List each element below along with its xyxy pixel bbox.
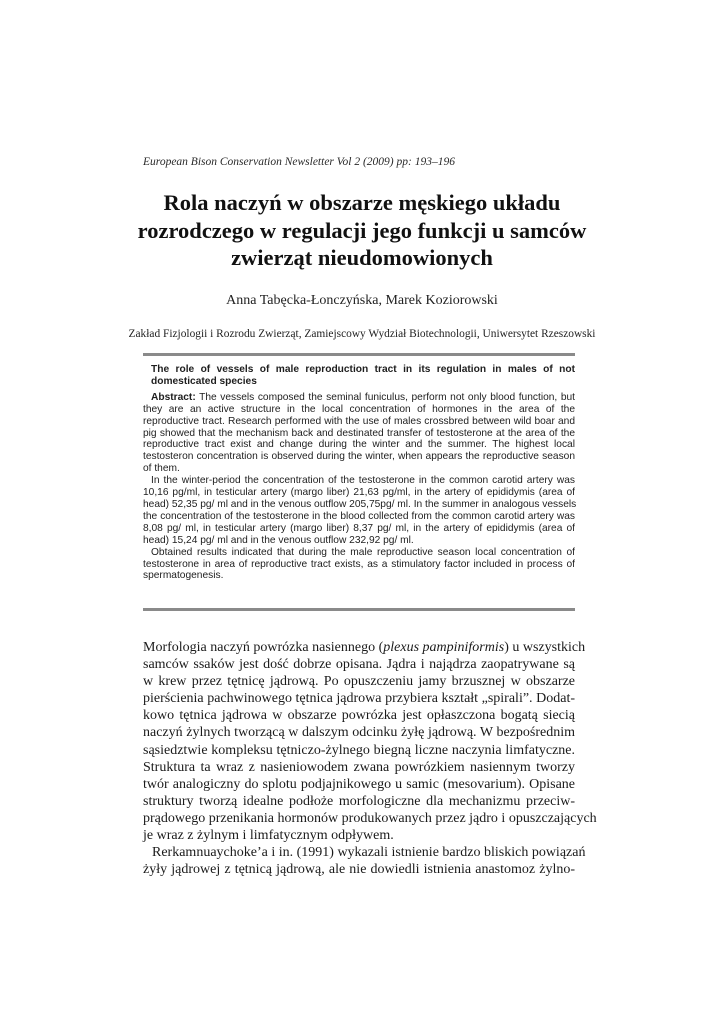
title-line: rozrodczego w regulacji jego funkcji u samców [137,217,587,243]
body-line: samców ssaków jest dość dobrze opisana. Jądra i najądrza zaopatrywane są [143,657,575,673]
abstract-line: of them. [143,463,180,475]
body-line: sąsiedztwie kompleksu tętniczo-żylnego biegną liczne naczynia limfatyczne. [143,742,575,758]
abstract-line: Obtained results indicated that during the male reproductive season local concentration of [151,546,575,558]
body-line-part: Morfologia naczyń powrózka nasiennego ( [143,640,384,655]
abstract-line: testosterone in area of reproductive tract exists, as a stimulatory factor included in process of [143,558,575,570]
abstract-line: 8,08 pg/ ml, in testicular artery (margo liber) 8,37 pg/ ml, in the artery of epididymis (area of [143,522,575,534]
body-line: je wraz z żylnym i limfatycznym odpływem. [143,828,394,844]
paper-title [110,189,614,272]
body-line: struktury tworzą idealne podłoże morfologiczne dla mechanizmu przeciw- [143,793,575,809]
title-line: zwierząt nieudomowionych [231,245,493,270]
abstract-line: pig showed that the mechanism back and destinated transfer of testosterone at the area of the [143,427,575,439]
body-line: twór analogiczny do splotu podjajnikowego u samic (mesovarium). Opisane [143,776,575,792]
abstract-section [143,364,575,582]
affiliation: Zakład Fizjologii i Rozrodu Zwierząt, Zamiejscowy Wydział Biotechnologii, Uniwersytet Rzeszowski [128,328,596,340]
abstract-text [143,392,575,583]
abstract-bottom-rule [143,608,575,611]
abstract-line: head) 52,35 pg/ ml and in the venous outflow 205,75pg/ ml. In the summer in analogous vessels [143,498,577,510]
abstract-line: spermatogenesis. [143,570,224,582]
abstract-line [143,392,575,404]
body-line: żyły jądrowej z tętnicą jądrową, ale nie dowiedli istnienia anastomoz żylno- [143,862,575,878]
abstract-line: reproductive tract. Research performed with the use of males crossbred between wild boar and [143,415,575,427]
abstract-line: they are an active structure in the local concentration of hormones in the area of the [143,403,575,415]
title-line: Rola naczyń w obszarze męskiego układu [163,190,561,215]
abstract-top-rule [143,353,575,356]
latin-term: plexus pampiniformis [383,640,505,655]
body-line: prądowego przenikania hormonów produkowanych przez jądro i opuszczających [143,810,597,826]
body-line: pierścienia pachwinowego tętnica jądrowa przybiera kształt „spirali”. Dodat- [143,691,575,707]
abstract-line: 10,16 pg/ml, in testicular artery (margo liber) 21,63 pg/ml, in the artery of epididymis (area of [143,487,575,499]
abstract-english-title [151,364,575,388]
abstract-line: In the winter-period the concentration of the testosterone in the common carotid artery was [151,475,575,487]
abstract-line: head) 15,24 pg/ ml and in the venous outflow 232,92 pg/ ml. [143,534,414,546]
abstract-line: testosteron concentration is observed during the winter, when appears the reproductive season [143,451,575,463]
body-line: Rerkamnuaychoke’a i in. (1991) wykazali istnienie bardzo bliskich powiązań [152,845,586,861]
abstract-title-line: The role of vessels of male reproduction tract in its regulation in males of not [151,364,575,375]
body-text [143,639,597,878]
abstract-label: Abstract: [151,391,196,403]
body-line-part: ) u wszystkich [504,640,586,655]
abstract-line: reproductive tract exist and change during the winter and the summer. The highest local [143,439,575,451]
body-line: w krew przez tętnicę jądrową. Po opuszczeniu jamy brzusznej w obszarze [143,674,575,690]
body-line [143,639,586,656]
abstract-title-line: domesticated species [151,375,257,387]
author-list: Anna Tabęcka-Łonczyńska, Marek Koziorowski [226,293,498,308]
abstract-line: the concentration of the testosterone in the blood collected from the common carotid artery was [143,510,575,522]
journal-citation: European Bison Conservation Newsletter Vol 2 (2009) pp: 193–196 [143,156,455,168]
body-line: naczyń żylnych tworzącą w dalszym odcinku żyłę jądrową. W bezpośrednim [143,725,575,741]
body-line: Struktura ta wraz z nasieniowodem zwana powrózkiem nasiennym tworzy [143,759,575,775]
body-line: kowo tętnica jądrowa w obszarze powrózka jest opłaszczona bogatą siecią [143,708,575,724]
abstract-line-rest: The vessels composed the seminal funiculus, perform not only blood function, but [195,391,575,403]
